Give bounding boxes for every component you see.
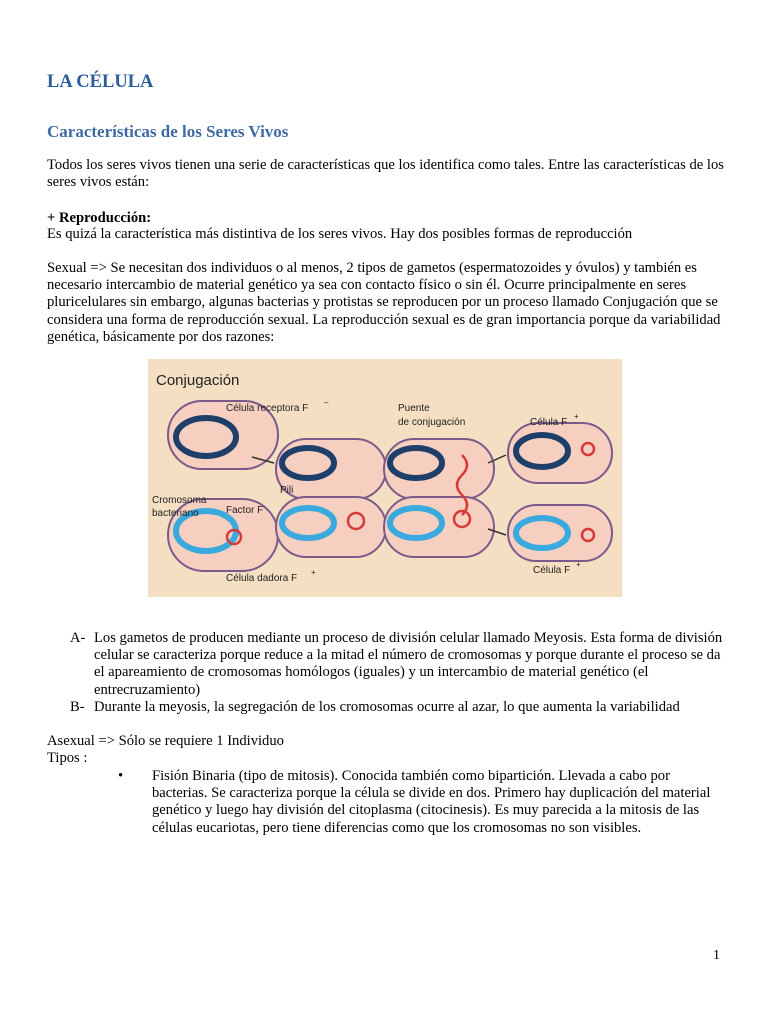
page-title: LA CÉLULA bbox=[47, 72, 154, 92]
sexual-paragraph: Sexual => Se necesitan dos individuos o al menos, 2 tipos de gametos (espermatozoides y óvulos) y también es necesario intercambio de material genético ya sea con contacto físico o sin él. Ocurre principalmente en seres pluricelulares sin embargo, algunas bacterias y protistas se reproducen por un proceso llamado Conjugación que se considera una forma de reproducción sexual. La reproducción sexual es de gran importancia porque da variabilidad genética, básicamente por dos razones: bbox=[47, 260, 721, 345]
label-receptora-sup: – bbox=[324, 398, 329, 407]
label-celula-f-top: Célula F bbox=[530, 417, 568, 428]
asexual-line: Asexual => Sólo se requiere 1 Individuo bbox=[47, 733, 284, 749]
label-factor: Factor F bbox=[226, 505, 264, 516]
label-cromosoma-2: bacteriano bbox=[152, 508, 199, 519]
reason-list bbox=[70, 630, 730, 716]
conjugation-diagram bbox=[148, 359, 622, 597]
label-cromosoma-1: Cromosoma bbox=[152, 495, 207, 506]
label-dadora-sup: + bbox=[311, 568, 316, 577]
label-puente-2: de conjugación bbox=[398, 417, 466, 428]
label-dadora: Célula dadora F bbox=[226, 573, 298, 584]
bullet-text: Fisión Binaria (tipo de mitosis). Conocida también como bipartición. Llevada a cabo por bacterias. Se caracteriza porque la célula se divide en dos. Primero hay duplicación del material genético y luego hay división del citoplasma (citocinesis). Es muy parecida a la mitosis de las células eucariotas, pero tiene diferencias como que los cromosomas no son visibles. bbox=[152, 768, 711, 836]
list-text: Durante la meyosis, la segregación de los cromosomas ocurre al azar, lo que aumenta la variabilidad bbox=[94, 698, 680, 715]
tipos-line: Tipos : bbox=[47, 750, 88, 766]
list-text: Los gametos de producen mediante un proceso de división celular llamado Meyosis. Esta forma de división celular se caracteriza porque reduce a la mitad el número de cromosomas y porque durante el proceso se da el apareamiento de cromosomas homólogos (iguales) y un intercambio de material genético (el entrecruzamiento) bbox=[94, 630, 723, 698]
page-number: 1 bbox=[713, 948, 720, 963]
label-receptora: Célula receptora F bbox=[226, 403, 309, 414]
reproduction-text: Es quizá la característica más distintiva de los seres vivos. Hay dos posibles formas de reproducción bbox=[47, 226, 633, 242]
intro-paragraph: Todos los seres vivos tienen una serie de características que los identifica como tales. Entre las características de los seres vivos están: bbox=[47, 157, 724, 191]
label-celula-f-bottom: Célula F bbox=[533, 565, 571, 576]
bullet-marker: • bbox=[118, 768, 124, 784]
result-cell-bottom bbox=[508, 505, 612, 561]
section-heading: Características de los Seres Vivos bbox=[47, 122, 289, 141]
list-item bbox=[70, 699, 730, 716]
list-marker: B- bbox=[70, 698, 85, 715]
label-celula-f-bottom-sup: + bbox=[576, 560, 581, 569]
bullet-item bbox=[118, 768, 728, 837]
result-cell-top bbox=[508, 423, 612, 483]
list-item bbox=[70, 630, 730, 699]
list-marker: A- bbox=[70, 630, 86, 646]
reproduction-heading: + Reproducción: bbox=[47, 210, 152, 226]
label-pili: Pili bbox=[280, 485, 294, 496]
figure-title: Conjugación bbox=[156, 372, 240, 389]
label-celula-f-top-sup: + bbox=[574, 412, 579, 421]
label-puente-1: Puente bbox=[398, 403, 430, 414]
conjugation-figure bbox=[148, 359, 622, 597]
